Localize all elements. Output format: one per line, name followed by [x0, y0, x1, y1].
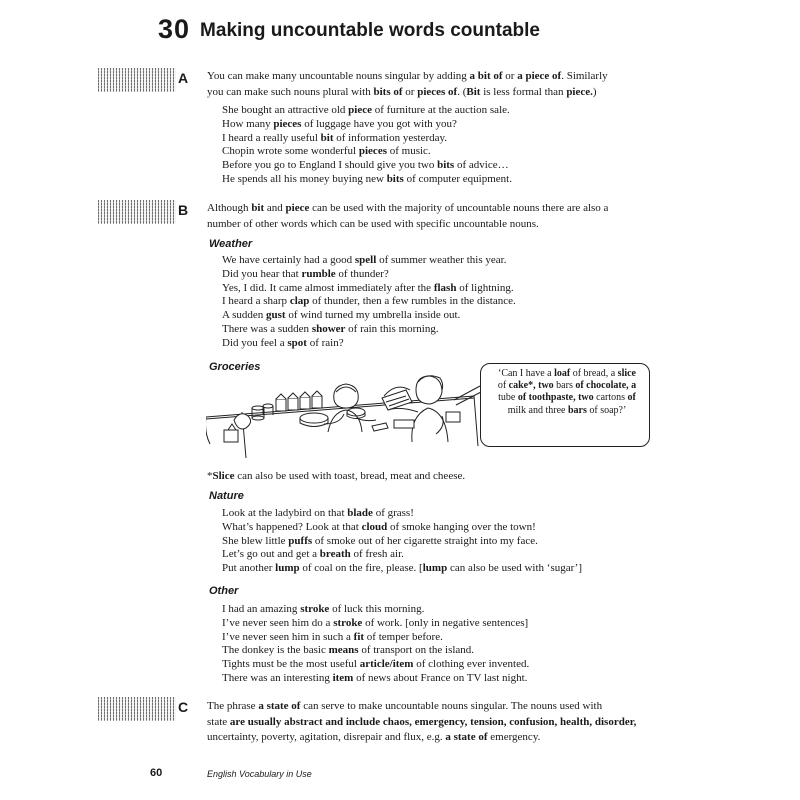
text-run: . Similarly: [561, 70, 608, 82]
section-letter: C: [178, 699, 189, 715]
text-run: The donkey is the basic: [222, 644, 329, 657]
bold-term: spell: [354, 254, 377, 266]
text-run: of luck this morning.: [329, 603, 425, 615]
text-line: [222, 507, 682, 521]
unit-title: [158, 14, 540, 45]
text-run: is less formal than: [480, 85, 567, 98]
text-run: What’s happened? Look at that: [222, 520, 362, 533]
bold-term: of chocolate, a: [572, 380, 637, 392]
text-run: of luggage have you got with you?: [301, 117, 457, 130]
text-run: Yes, I did. It came almost immediately after the: [222, 281, 434, 294]
text-run: Look at the ladybird on that: [222, 507, 348, 519]
text-run: of bread, a: [570, 368, 618, 379]
nature-heading: Nature: [209, 490, 244, 502]
text-run: uncertainty, poverty, agitation, disrepair and flux, e.g.: [207, 731, 446, 744]
text-run: of news about France on TV last night.: [353, 671, 528, 684]
text-run: of clothing ever invented.: [413, 658, 530, 671]
text-line: [207, 715, 677, 731]
other-heading: Other: [209, 585, 239, 597]
bold-term: bits: [437, 159, 455, 172]
text-run: state: [207, 715, 228, 728]
text-run: Let’s go out and get a: [222, 548, 320, 561]
text-run: you can make such nouns plural with: [207, 85, 374, 98]
text-line: [488, 392, 646, 404]
text-run: or: [502, 70, 518, 82]
weather-examples: [222, 254, 682, 351]
text-run: A sudden: [222, 309, 266, 322]
text-line: [222, 295, 682, 309]
text-line: [207, 217, 677, 233]
text-run: The phrase: [207, 700, 259, 712]
bold-term: article/item: [359, 658, 414, 671]
text-line: [207, 201, 677, 217]
bold-term: lump: [275, 562, 300, 575]
bold-term: a state of: [445, 731, 488, 744]
section-letter: A: [178, 70, 189, 86]
text-line: [222, 603, 682, 617]
bold-term: blade: [347, 507, 373, 519]
bold-term: breath: [319, 548, 351, 561]
bold-term: lump: [422, 562, 448, 575]
text-line: [222, 323, 682, 337]
text-run: . (: [457, 85, 467, 98]
text-run: can also be used with toast, bread, meat and cheese.: [234, 470, 466, 482]
bold-term: spot: [287, 336, 307, 349]
speech-bubble-text: [488, 368, 646, 417]
text-run: of lightning.: [456, 281, 514, 294]
weather-heading: Weather: [209, 238, 253, 250]
section-b-intro: [207, 201, 677, 232]
text-line: [222, 173, 682, 187]
bold-term: shower: [311, 322, 346, 335]
text-run: She bought an attractive old: [222, 104, 349, 116]
page-number: 60: [150, 767, 163, 779]
text-run: of music.: [386, 145, 431, 158]
text-run: of temper before.: [364, 630, 443, 643]
text-line: [207, 730, 677, 746]
bold-term: puffs: [288, 534, 313, 547]
text-line: [222, 521, 682, 535]
groceries-illustration: [206, 372, 488, 460]
text-run: of: [497, 380, 507, 392]
text-run: of fresh air.: [350, 548, 404, 561]
text-run: Did you feel a: [222, 336, 288, 349]
text-line: [222, 658, 682, 672]
unit-number: 30: [158, 14, 191, 44]
text-run: There was a sudden: [222, 322, 312, 335]
text-run: can be used with the majority of uncountable nouns there are also a: [309, 202, 609, 214]
text-run: of smoke hanging over the town!: [387, 520, 536, 533]
bold-term: piece.: [566, 85, 593, 98]
text-run: of transport on the island.: [358, 644, 475, 657]
text-run: of thunder, then a few rumbles in the distance.: [309, 295, 516, 308]
text-line: [222, 548, 682, 562]
text-line: [222, 254, 682, 268]
text-line: [222, 535, 682, 549]
text-run: I’ve never seen him do a: [222, 616, 334, 629]
text-line: [207, 69, 677, 85]
bold-term: stroke: [333, 616, 363, 629]
bold-term: bits of: [373, 85, 403, 98]
text-run: can serve to make uncountable nouns singular. The nouns used with: [300, 700, 603, 712]
text-run: of rain?: [306, 336, 344, 349]
text-line: [222, 145, 682, 159]
bold-term: rumble: [301, 267, 336, 280]
text-run: She blew little: [222, 534, 289, 547]
section-a-intro: [207, 69, 677, 100]
text-run: of computer equipment.: [403, 172, 512, 185]
text-run: He spends all his money buying new: [222, 172, 387, 185]
text-run: We have certainly had a good: [222, 254, 355, 266]
text-line: [222, 617, 682, 631]
bold-term: pieces: [273, 117, 302, 130]
text-run: can also be used with ‘sugar’]: [447, 562, 583, 575]
text-run: tube: [498, 392, 516, 404]
text-run: of soap?’: [586, 404, 627, 416]
text-run: of summer weather this year.: [376, 254, 507, 266]
bold-term: clap: [289, 295, 310, 308]
text-run: How many: [222, 117, 274, 130]
bold-term: cake*, two: [506, 380, 557, 392]
text-run: and: [264, 202, 286, 214]
bold-term: piece: [285, 202, 310, 214]
text-run: of furniture at the auction sale.: [372, 104, 510, 116]
text-line: [207, 699, 677, 715]
bold-term: bars: [567, 404, 587, 416]
text-run: cartons: [596, 392, 626, 404]
text-line: [222, 159, 682, 173]
bold-term: are usually abstract and include chaos, emergency, tension, confusion, health, disorder,: [227, 715, 637, 728]
text-run: There was an interesting: [222, 671, 333, 684]
text-run: I heard a really useful: [222, 131, 321, 144]
text-run: emergency.: [487, 731, 541, 744]
text-line: [488, 380, 646, 392]
bold-term: pieces: [358, 145, 387, 158]
text-run: ): [592, 85, 597, 98]
bold-term: means: [328, 644, 359, 657]
section-c-marker: [98, 697, 194, 721]
text-run: of wind turned my umbrella inside out.: [285, 309, 461, 322]
text-run: Did you hear that: [222, 267, 302, 280]
text-run: of information yesterday.: [333, 131, 448, 144]
bold-term: cloud: [361, 520, 388, 533]
bold-term: bits: [386, 172, 404, 185]
text-run: I had an amazing: [222, 603, 301, 615]
text-run: Tights must be the most useful: [222, 658, 360, 671]
text-run: Put another: [222, 562, 276, 575]
unit-heading: Making uncountable words countable: [200, 20, 540, 41]
section-letter: B: [178, 202, 189, 218]
bold-term: gust: [266, 309, 286, 322]
bold-term: bit: [251, 202, 265, 214]
slice-footnote: [207, 469, 677, 485]
bold-term: item: [332, 671, 354, 684]
text-run: Although: [207, 202, 252, 214]
text-run: Chopin wrote some wonderful: [222, 145, 359, 158]
text-line: [207, 85, 677, 101]
bold-term: pieces of: [417, 85, 458, 98]
text-line: [222, 672, 682, 686]
text-run: of thunder?: [335, 267, 389, 280]
text-line: [222, 118, 682, 132]
bold-term: flash: [433, 281, 457, 294]
text-run: You can make many uncountable nouns singular by adding: [207, 70, 470, 82]
text-line: [222, 631, 682, 645]
text-run: of grass!: [372, 507, 414, 519]
bold-term: a state of: [258, 700, 301, 712]
text-run: number of other words which can be used with specific uncountable nouns.: [207, 217, 539, 230]
section-b-marker: [98, 200, 194, 224]
text-line: [488, 405, 646, 417]
groceries-heading: Groceries: [209, 361, 261, 373]
text-run: of rain this morning.: [345, 322, 439, 335]
bold-term: fit: [353, 630, 365, 643]
text-run: of smoke out of her cigarette straight into my face.: [312, 534, 538, 547]
text-line: [222, 132, 682, 146]
bold-term: of: [625, 392, 636, 404]
text-run: ‘Can I have a: [497, 368, 555, 379]
text-run: Before you go to England I should give you two: [222, 159, 438, 172]
text-line: [222, 644, 682, 658]
text-line: [222, 337, 682, 351]
text-line: [222, 562, 682, 576]
text-line: [222, 104, 682, 118]
bold-term: Bit: [466, 85, 481, 98]
bold-term: a bit of: [469, 70, 503, 82]
bold-term: bit: [320, 131, 334, 144]
bold-term: slice: [617, 368, 636, 379]
section-c-text: [207, 699, 677, 746]
text-run: of advice…: [454, 159, 509, 172]
bold-term: loaf: [554, 368, 571, 379]
book-title: English Vocabulary in Use: [207, 769, 312, 779]
text-run: or: [402, 85, 418, 98]
text-run: milk and three: [507, 404, 568, 416]
bold-term: stroke: [300, 603, 330, 615]
bold-term: Slice: [212, 470, 235, 482]
section-a-examples: [222, 104, 682, 187]
text-line: [222, 309, 682, 323]
text-run: bars: [556, 380, 573, 392]
bold-term: a piece of: [517, 70, 562, 82]
text-run: *: [207, 470, 213, 482]
text-line: [222, 282, 682, 296]
text-run: of work. [only in negative sentences]: [362, 616, 529, 629]
section-a-marker: [98, 68, 194, 92]
text-line: [207, 469, 677, 485]
text-run: I’ve never seen him in such a: [222, 630, 354, 643]
bold-term: piece: [348, 104, 372, 116]
text-run: I heard a sharp: [222, 295, 290, 308]
text-line: [222, 268, 682, 282]
bold-term: of toothpaste, two: [515, 392, 597, 404]
text-run: of coal on the fire, please. [: [299, 562, 423, 575]
text-line: [488, 368, 646, 380]
other-examples: [222, 603, 682, 686]
nature-examples: [222, 507, 682, 576]
